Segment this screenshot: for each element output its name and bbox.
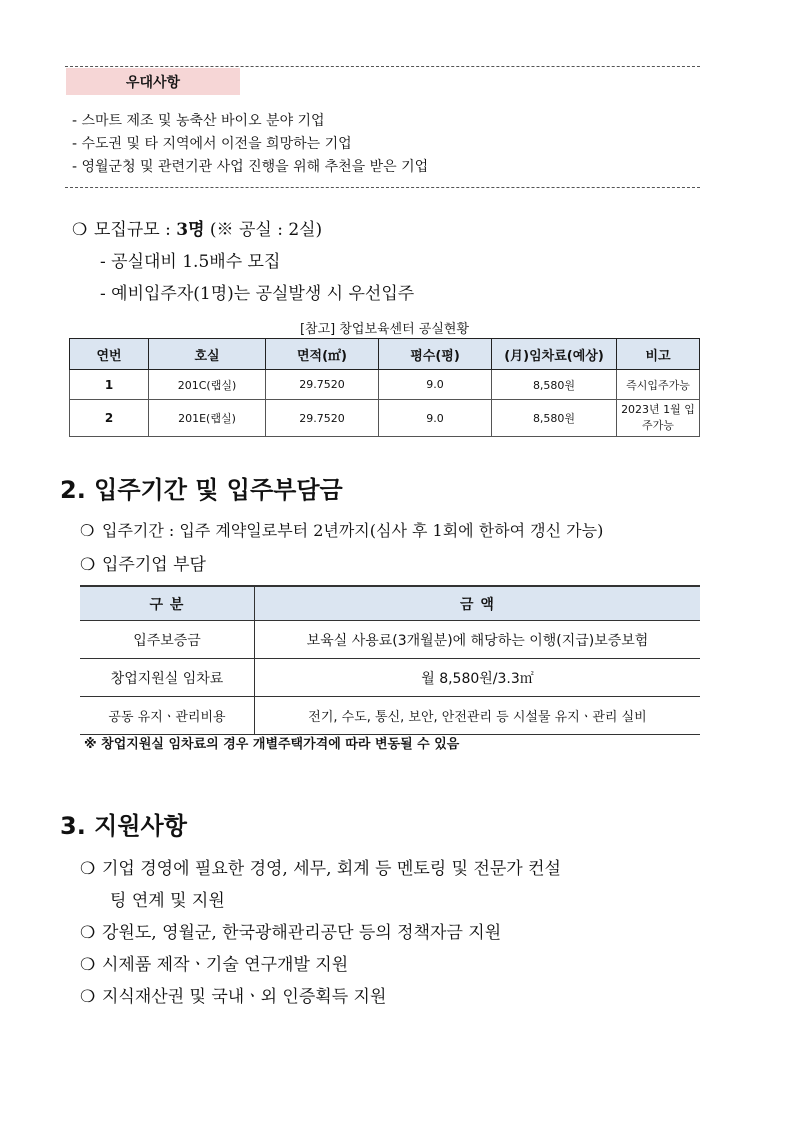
header-cell: 연번 bbox=[70, 339, 149, 370]
preference-item: - 영월군청 및 관련기관 사업 진행을 위해 추천을 받은 기업 bbox=[72, 159, 429, 175]
cell: 입주보증금 bbox=[80, 621, 255, 659]
table-header-row bbox=[70, 339, 700, 370]
support-text: 시제품 제작ㆍ기술 연구개발 지원 bbox=[102, 955, 349, 975]
cell: 2023년 1월 입주가능 bbox=[617, 400, 700, 437]
period-text: 입주기간 : 입주 계약일로부터 2년까지(심사 후 1회에 한하여 갱신 가능) bbox=[102, 521, 604, 540]
table-row bbox=[80, 621, 700, 659]
cell: 8,580원 bbox=[492, 400, 617, 437]
header-cell: 면적(㎡) bbox=[266, 339, 379, 370]
cell: 9.0 bbox=[379, 400, 492, 437]
divider-top bbox=[65, 66, 700, 67]
cell: 즉시입주가능 bbox=[617, 370, 700, 400]
cell: 월 8,580원/3.3㎡ bbox=[255, 659, 701, 697]
section-title: 2. 입주기간 및 입주부담금 bbox=[60, 476, 343, 504]
preference-item: - 수도권 및 타 지역에서 이전을 희망하는 기업 bbox=[72, 136, 352, 152]
table-caption: [참고] 창업보육센터 공실현황 bbox=[299, 322, 470, 337]
support-text: 지식재산권 및 국내ㆍ외 인증획득 지원 bbox=[102, 987, 387, 1007]
circle-bullet-icon: ❍ bbox=[72, 220, 88, 240]
bullet-line bbox=[80, 550, 206, 575]
cost-table bbox=[80, 585, 700, 735]
recruit-line bbox=[72, 215, 322, 240]
preference-title: 우대사항 bbox=[66, 68, 240, 95]
footnote: ※ 창업지원실 임차료의 경우 개별주택가격에 따라 변동될 수 있음 bbox=[84, 737, 460, 752]
bullet-line bbox=[80, 918, 501, 943]
header-cell: (月)임차료(예상) bbox=[492, 339, 617, 370]
cell: 201C(랩실) bbox=[149, 370, 266, 400]
preference-item: - 스마트 제조 및 농축산 바이오 분야 기업 bbox=[72, 113, 325, 129]
recruit-note: (※ 공실 : 2실) bbox=[204, 220, 323, 240]
header-cell: 평수(평) bbox=[379, 339, 492, 370]
cell: 보육실 사용료(3개월분)에 해당하는 이행(지급)보증보험 bbox=[255, 621, 701, 659]
circle-bullet-icon: ❍ bbox=[80, 987, 96, 1007]
cell: 9.0 bbox=[379, 370, 492, 400]
cell: 29.7520 bbox=[266, 370, 379, 400]
vacancy-table bbox=[69, 338, 700, 437]
circle-bullet-icon: ❍ bbox=[80, 555, 96, 575]
recruit-sub: - 공실대비 1.5배수 모집 bbox=[100, 252, 281, 272]
circle-bullet-icon: ❍ bbox=[80, 859, 96, 879]
table-header-row bbox=[80, 586, 700, 621]
recruit-count: 3명 bbox=[176, 220, 205, 240]
table-row bbox=[80, 659, 700, 697]
table-row bbox=[80, 697, 700, 735]
cell: 공동 유지ㆍ관리비용 bbox=[80, 697, 255, 735]
bullet-line bbox=[80, 518, 603, 541]
bullet-line bbox=[80, 854, 561, 879]
cell: 201E(랩실) bbox=[149, 400, 266, 437]
recruit-sub: - 예비입주자(1명)는 공실발생 시 우선입주 bbox=[100, 284, 415, 304]
header-cell: 금 액 bbox=[255, 586, 701, 621]
cell: 1 bbox=[70, 370, 149, 400]
cell: 8,580원 bbox=[492, 370, 617, 400]
support-text: 강원도, 영월군, 한국광해관리공단 등의 정책자금 지원 bbox=[102, 923, 502, 943]
header-cell: 구 분 bbox=[80, 586, 255, 621]
table-row bbox=[70, 370, 700, 400]
divider-bottom bbox=[65, 187, 700, 188]
circle-bullet-icon: ❍ bbox=[80, 955, 96, 975]
support-text: 기업 경영에 필요한 경영, 세무, 회계 등 멘토링 및 전문가 컨설 bbox=[102, 859, 561, 879]
circle-bullet-icon: ❍ bbox=[80, 923, 96, 943]
bullet-line bbox=[80, 950, 348, 975]
table-row bbox=[70, 400, 700, 437]
burden-text: 입주기업 부담 bbox=[102, 555, 206, 575]
cell: 창업지원실 임차료 bbox=[80, 659, 255, 697]
circle-bullet-icon: ❍ bbox=[80, 521, 95, 540]
cell: 전기, 수도, 통신, 보안, 안전관리 등 시설물 유지ㆍ관리 실비 bbox=[255, 697, 701, 735]
cell: 29.7520 bbox=[266, 400, 379, 437]
support-text: 팅 연계 및 지원 bbox=[110, 891, 225, 911]
recruit-label: 모집규모 : bbox=[94, 220, 177, 240]
header-cell: 호실 bbox=[149, 339, 266, 370]
bullet-line bbox=[80, 982, 386, 1007]
section-title: 3. 지원사항 bbox=[60, 812, 187, 840]
cell: 2 bbox=[70, 400, 149, 437]
header-cell: 비고 bbox=[617, 339, 700, 370]
